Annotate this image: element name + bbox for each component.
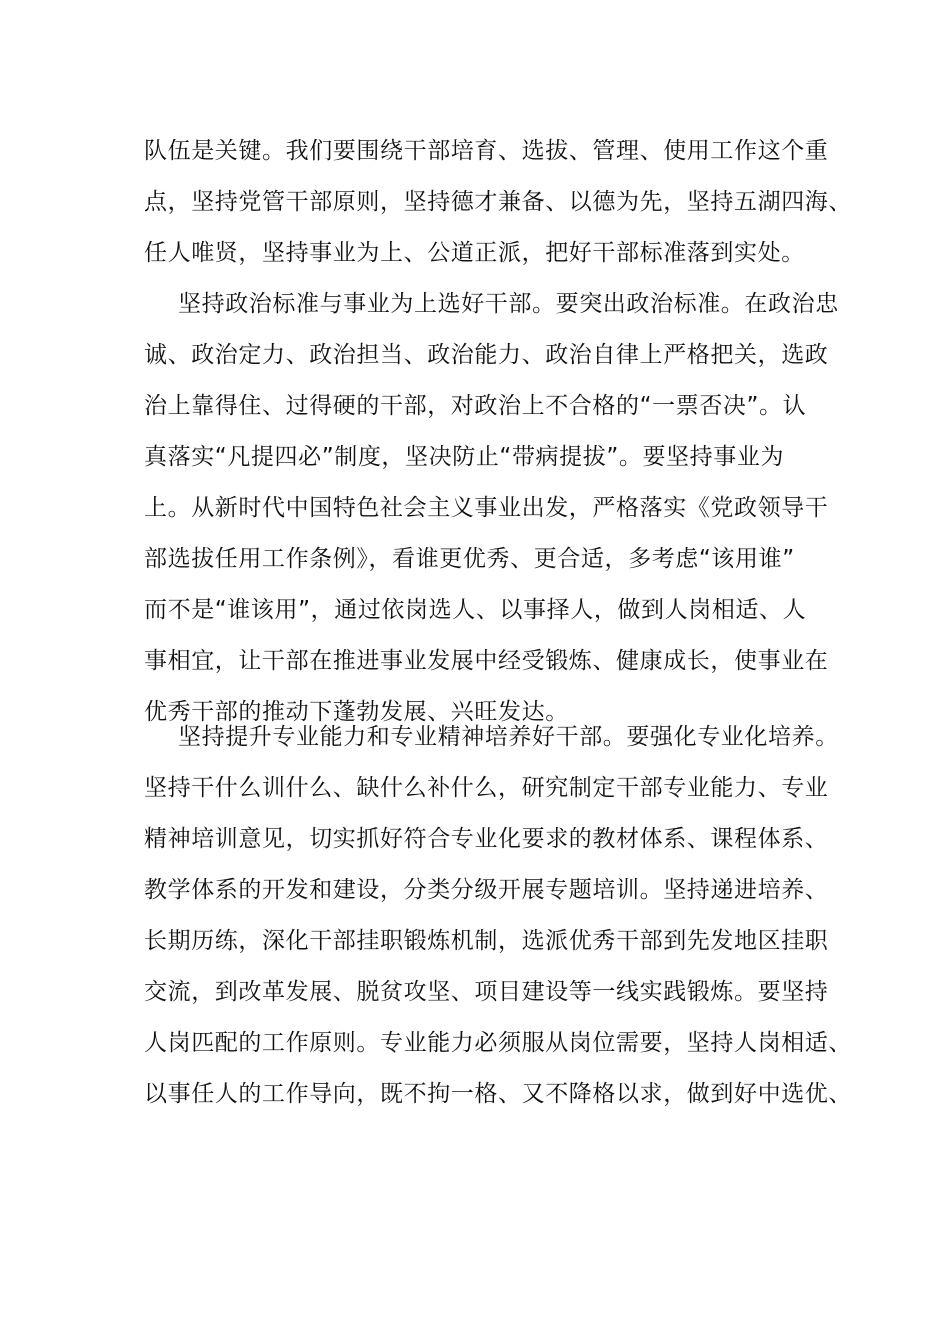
paragraph-line: 以事任人的工作导向，既不拘一格、又不降格以求，做到好中选优、 bbox=[144, 1081, 852, 1107]
paragraph-line: 人岗匹配的工作原则。专业能力必须服从岗位需要，坚持人岗相适、 bbox=[144, 1030, 852, 1056]
paragraph-line: 精神培训意见，切实抓好符合专业化要求的教材体系、课程体系、 bbox=[144, 826, 829, 852]
paragraph-line: 坚持提升专业能力和专业精神培养好干部。要强化专业化培养。 bbox=[178, 724, 839, 750]
paragraph-professional-ability bbox=[144, 712, 852, 1120]
paragraph-line: 诚、政治定力、政治担当、政治能力、政治自律上严格把关，选政 bbox=[144, 342, 829, 368]
paragraph-line: 任人唯贤，坚持事业为上、公道正派，把好干部标准落到实处。 bbox=[144, 240, 805, 266]
paragraph-line: 教学体系的开发和建设，分类分级开展专题培训。坚持递进培养、 bbox=[144, 877, 829, 903]
paragraph-line: 优秀干部的推动下蓬勃发展、兴旺发达。 bbox=[144, 699, 569, 725]
paragraph-line: 治上靠得住、过得硬的干部，对政治上不合格的“一票否决”。认 bbox=[144, 393, 807, 419]
paragraph-line: 部选拔任用工作条例》，看谁更优秀、更合适，多考虑“该用谁” bbox=[144, 546, 795, 572]
paragraph-line: 交流，到改革发展、脱贫攻坚、项目建设等一线实践锻炼。要坚持 bbox=[144, 979, 829, 1005]
paragraph-line: 真落实“凡提四必”制度，坚决防止“带病提拔”。要坚持事业为 bbox=[144, 444, 785, 470]
paragraph-cadre-team bbox=[144, 126, 852, 279]
paragraph-political-standard bbox=[144, 279, 839, 738]
paragraph-line: 坚持干什么训什么、缺什么补什么，研究制定干部专业能力、专业 bbox=[144, 775, 829, 801]
paragraph-line: 坚持政治标准与事业为上选好干部。要突出政治标准。在政治忠 bbox=[178, 291, 839, 317]
paragraph-line: 事相宜，让干部在推进事业发展中经受锻炼、健康成长，使事业在 bbox=[144, 648, 829, 674]
paragraph-line: 长期历练，深化干部挂职锻炼机制，选派优秀干部到先发地区挂职 bbox=[144, 928, 829, 954]
paragraph-line: 点，坚持党管干部原则，坚持德才兼备、以德为先，坚持五湖四海、 bbox=[144, 189, 852, 215]
paragraph-line: 上。从新时代中国特色社会主义事业出发，严格落实《党政领导干 bbox=[144, 495, 829, 521]
paragraph-line: 而不是“谁该用”，通过依岗选人、以事择人，做到人岗相适、人 bbox=[144, 597, 807, 623]
paragraph-line: 队伍是关键。我们要围绕干部培育、选拔、管理、使用工作这个重 bbox=[144, 138, 829, 164]
